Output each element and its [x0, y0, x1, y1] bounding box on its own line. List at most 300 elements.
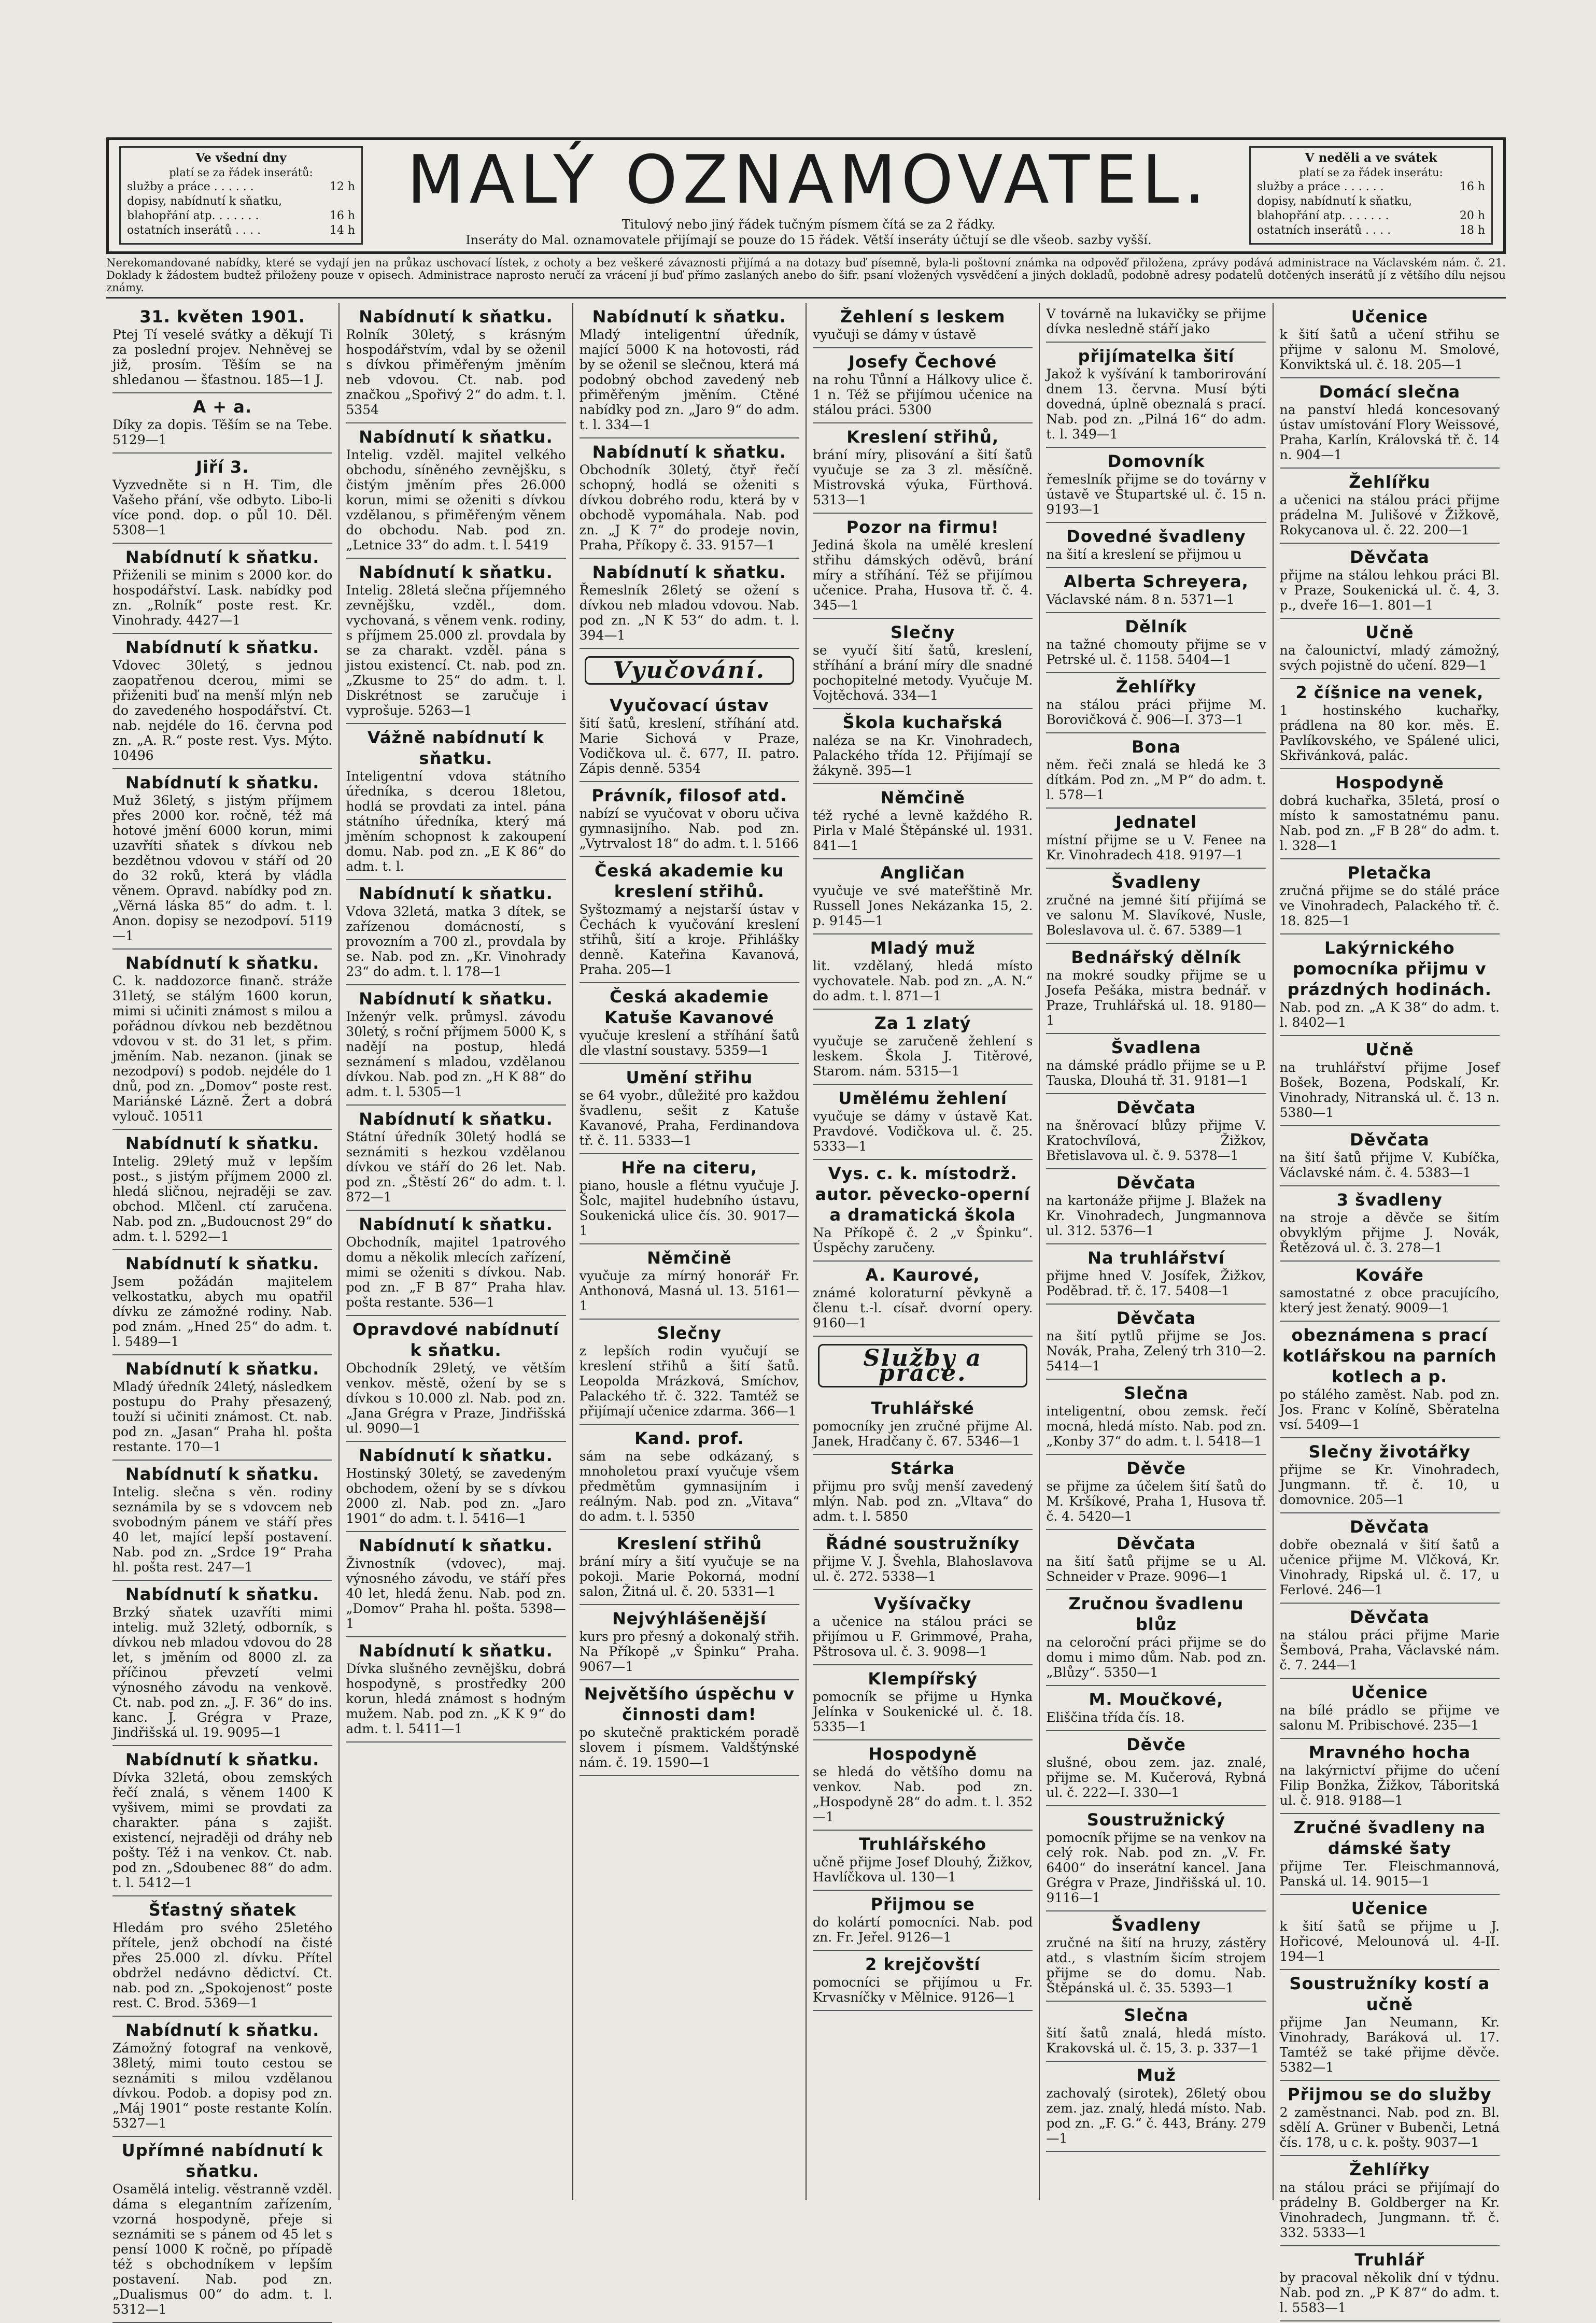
classified-ad — [1046, 1034, 1266, 1094]
ad-body: k šití šatů a učení střihu se přijme v salonu M. Smolové, Konviktská ul. č. 18. 205—1 — [1279, 327, 1500, 372]
classified-ad — [1046, 568, 1266, 613]
classified-ad — [1046, 2062, 1266, 2152]
ad-body: na šití a kreslení se přijmou u — [1046, 547, 1241, 562]
ad-heading: Umělému žehlení — [838, 1088, 1007, 1108]
ad-body: V továrně na lukavičky se přijme dívka nesledně stáří jako — [1046, 306, 1266, 336]
ad-heading: Nabídnutí k sňatku. — [359, 1641, 553, 1661]
ad-body: Obchodník, majitel 1patrového domu a několik mlecích zařízení, mimi se oženiti s dívkou. Nab. pod zn. „F B 87“ Praha hlav. pošta restante. 536—1 — [346, 1235, 566, 1310]
rate-label: ostatních inserátů . . . . — [1257, 224, 1391, 237]
ad-heading: Nabídnutí k sňatku. — [359, 562, 553, 582]
classified-ad — [112, 769, 332, 950]
ad-body: též ryché a levně každého R. Pirla v Malé Štěpánské ul. 1931. 841—1 — [812, 808, 1033, 853]
ad-heading: Nabídnutí k sňatku. — [359, 1446, 553, 1465]
classified-ad — [1046, 448, 1266, 523]
ad-heading: Angličan — [880, 863, 966, 883]
ad-body: Brzký sňatek uzavříti mimi intelig. muž 32letý, odborník, s dívkou neb mladou vdovou do 28 let, s jměním od 8000 zl. za příčinou převzetí velmi výnosného závodu na venkově. Ct. nab. pod zn. „J. F. 36“ do ins. kanc. J. Grégra v Praze, Jindřišská ul. 19. 9095—1 — [112, 1605, 333, 1740]
masthead-subtitle-2: Inseráty do Mal. oznamovatele přijímají se pouze do 15 řádek. Větší inseráty účtují se dle všeob. sazby vyšší. — [465, 233, 1152, 247]
classified-ad — [1046, 1169, 1266, 1244]
ad-heading: Žehlířky — [1349, 2160, 1430, 2179]
ad-body: Zámožný fotograf na venkově, 38letý, mimi touto cestou se seznámiti s milou vzdělanou dívkou. Podob. a dopisy pod zn. „Máj 1901“ poste restante Kolín. 5327—1 — [112, 2041, 333, 2131]
classified-ad — [1046, 2002, 1266, 2062]
ad-heading: Nabídnutí k sňatku. — [125, 773, 320, 792]
classified-ad — [580, 1244, 799, 1320]
ad-heading: Soustružníky kostí a učně — [1289, 1974, 1490, 2014]
ad-heading: Němčině — [647, 1248, 732, 1268]
classified-ad — [580, 782, 799, 857]
classified-ad — [813, 1740, 1033, 1831]
ad-heading: Nabídnutí k sňatku. — [125, 953, 320, 973]
classified-ad — [112, 1746, 332, 1896]
classified-ad — [112, 2137, 332, 2323]
ad-heading: Mravného hocha — [1308, 1743, 1471, 1762]
rates-weekday-subtitle: platí se za řádek inserátů: — [169, 166, 313, 179]
ad-body: řemeslník přijme se do továrny v ústavě ve Štupartské ul. č. 15 n. 9193—1 — [1046, 472, 1266, 517]
classified-ad — [346, 880, 566, 985]
ad-heading: 2 číšnice na venek, — [1295, 683, 1484, 702]
classified-ad — [112, 1896, 332, 2017]
rate-row — [1257, 209, 1485, 223]
classified-ad — [346, 1316, 566, 1442]
classified-ad — [1280, 469, 1500, 544]
ad-body: Vyzvedněte si n H. Tim, dle Vašeho přání, vše odbyto. Libo-li více pond. dop. o půl 10. Děl. 5308—1 — [112, 477, 333, 537]
classified-ad — [1046, 1380, 1266, 1455]
ad-heading: Němčině — [880, 788, 965, 808]
rate-price: 20 h — [1459, 209, 1485, 222]
ad-body: Hostinský 30letý, se zavedeným obchodem, ožení by se s dívkou 2000 zl. Nab. pod zn. „Jaro 1901“ do adm. t. l. 5416—1 — [346, 1466, 566, 1526]
ad-body: dobrá kuchařka, 35letá, prosí o místo k samostatnému panu. Nab. pod zn. „F B 28“ do adm. t. l. 328—1 — [1279, 793, 1500, 853]
ad-body: známé koloraturní pěvkyně a členu t.-l. císař. dvorní opery. 9160—1 — [812, 1285, 1033, 1330]
classified-ad — [112, 1461, 332, 1581]
classified-ad — [1280, 769, 1500, 859]
rate-row — [127, 180, 355, 194]
classified-ad — [1280, 934, 1500, 1036]
ad-body: Dívka slušného zevnějšku, dobrá hospodyně, s prostředky 200 korun, hledá známost s hodným mužem. Nab. pod zn. „K K 9“ do adm. t. l. 5411—1 — [346, 1661, 566, 1736]
classified-ad — [346, 303, 566, 423]
classified-column-1 — [106, 303, 340, 2317]
ad-body: vyučuje kreslení a stříhání šatů dle vlastní soustavy. 5359—1 — [579, 1028, 799, 1058]
classified-ad — [346, 1106, 566, 1211]
rate-price: 12 h — [329, 180, 355, 193]
ad-body: Mladý inteligentní úředník, mající 5000 K na hotovosti, rád by se oženil se slečnou, která má podobný obchod zavedený neb přiměřeným jměním. Ctěné nabídky pod zn. „Jaro 9“ do adm. t. l. 334—1 — [579, 327, 799, 432]
classified-ad — [580, 692, 799, 782]
classified-ad — [112, 1581, 332, 1746]
masthead-title: MALÝ OZNAMOVATEL. — [407, 141, 1210, 219]
ad-heading: Nejvýhlášenější — [612, 1609, 767, 1628]
ad-heading: Dělník — [1125, 617, 1188, 636]
ad-body: Přiženili se minim s 2000 kor. do hospodářství. Lask. nabídky pod zn. „Rolník“ poste rest. Kr. Vinohrady. 4427—1 — [112, 568, 333, 628]
rates-sunday-subtitle: platí se za řádek inserátu: — [1299, 166, 1443, 179]
ad-heading: Dovedné švadleny — [1066, 527, 1246, 546]
ad-body: Živnostník (vdovec), maj. výnosného závodu, ve stáří přes 40 let, hledá ženu. Nab. pod zn. „Domov“ Praha hl. pošta. 5398—1 — [346, 1556, 566, 1631]
rate-label: dopisy, nabídnutí k sňatku, — [1257, 195, 1413, 208]
ad-body: piano, housle a flétnu vyučuje J. Šolc, majitel hudebního ústavu, Soukenická ulice čís. 30. 9017—1 — [579, 1178, 799, 1238]
classified-ad — [1280, 1679, 1500, 1739]
ad-body: Jediná škola na umělé kreslení střihu dámských oděvů, brání míry a stříhání. Též se přijímou učenice. Praha, Husova tř. č. 4. 345—1 — [812, 537, 1033, 613]
ad-body: na tažné chomouty přijme se v Petrské ul. č. 1158. 5404—1 — [1046, 637, 1266, 667]
classified-ad — [1280, 1126, 1500, 1186]
ad-body: na stálou práci přijme Marie Šembová, Praha, Václavské nám. č. 7. 244—1 — [1279, 1627, 1500, 1673]
ad-body: na kartonáže přijme J. Blažek na Kr. Vinohradech, Jungmannova ul. 312. 5376—1 — [1046, 1193, 1266, 1238]
ad-body: zručná přijme se do stálé práce ve Vinohradech, Palackého tř. č. 18. 825—1 — [1279, 883, 1500, 928]
ad-body: se vyučí šití šatů, kreslení, stříhání a brání míry dle snadné pochopitelné metody. Vyučuje M. Vojtěchová. 334—1 — [812, 643, 1033, 703]
ad-heading: Nabídnutí k sňatku. — [359, 1536, 553, 1555]
ad-heading: Bednářský dělník — [1071, 947, 1241, 967]
classified-ad — [1046, 1094, 1266, 1169]
ad-body: místní přijme se u V. Fenee na Kr. Vinohradech 418. 9197—1 — [1046, 832, 1266, 862]
classified-ad — [580, 559, 799, 649]
ad-heading: Truhlářského — [859, 1834, 987, 1854]
classified-ad — [112, 1355, 332, 1461]
ad-body: učně přijme Josef Dlouhý, Žižkov, Havlíčkova ul. 130—1 — [812, 1854, 1033, 1885]
ad-body: na šití pytlů přijme se Jos. Novák, Praha, Zelený trh 310—2. 5414—1 — [1046, 1328, 1266, 1373]
ad-heading: Nabídnutí k sňatku. — [592, 307, 787, 327]
ad-heading: Právník, filosof atd. — [591, 786, 787, 805]
ad-body: vyučuji se dámy v ústavě — [812, 327, 977, 342]
ad-heading: přijímatelka šití — [1078, 346, 1235, 366]
ad-heading: Přijmou se — [870, 1894, 975, 1914]
ad-heading: Za 1 zlatý — [874, 1013, 971, 1033]
section-heading-sluzby: Služby a práce. — [818, 1344, 1027, 1387]
ad-body: vyučuje se dámy v ústavě Kat. Pravdové. Vodičkova ul. č. 25. 5333—1 — [812, 1109, 1033, 1154]
ad-body: zachovalý (sirotek), 26letý obou zem. jaz. znalý, hledá místo. Nab. pod zn. „F. G.“ č. 443, Brány. 279—1 — [1046, 2086, 1266, 2146]
classified-ad — [813, 1665, 1033, 1740]
ad-body: inteligentní, obou zemsk. řečí mocná, hledá místo. Nab. pod zn. „Konby 37“ do adm. t. l. 5418—1 — [1046, 1404, 1266, 1449]
ad-body: lit. vzdělaný, hledá místo vychovatele. Nab. pod zn. „A. N.“ do adm. t. l. 871—1 — [812, 958, 1033, 1003]
ad-heading: Učenice — [1351, 1899, 1428, 1918]
rate-label: služby a práce . . . . . . — [127, 180, 254, 193]
ad-heading: Nabídnutí k sňatku. — [125, 2020, 320, 2040]
classified-ad — [813, 514, 1033, 619]
ad-body: na čalounictví, mladý zámožný, svých pojistně do učení. 829—1 — [1279, 643, 1500, 673]
classified-ad — [1280, 1604, 1500, 1679]
ad-heading: Děvčata — [1116, 1308, 1196, 1328]
ad-heading: Vážně nabídnutí k sňatku. — [367, 728, 545, 768]
ad-heading: Soustružnický — [1086, 1810, 1226, 1830]
administration-notice: Nerekomandované nabídky, které se vydají jen na průkaz uschovací lístek, z ochoty a bez veškeré závaznosti přijímá a na dotazy buď písemně, byla-li poštovní známka na odpověď přiložena, zprávy podává administrace na Václavském nám. č. 21. Doklady k žádostem budtež přiloženy pouze v opisech. Administrace naprosto neručí za vrácení jí buď přímo zaslaných anebo do šifr. psaní vložených vysvědčení a jiných dokladů, podobně adresy podatelů dotčených inserátů jí z většího dílu nejsou známy. — [106, 257, 1506, 299]
ad-body: přijme Ter. Fleischmannová, Panská ul. 14. 9015—1 — [1279, 1859, 1500, 1889]
ad-body: na celoroční práci přijme se do domu i mimo dům. Nab. pod zn. „Blůzy“. 5350—1 — [1046, 1635, 1266, 1680]
ad-body: něm. řeči znalá se hledá ke 3 dítkám. Pod zn. „M P“ do adm. t. l. 578—1 — [1046, 757, 1266, 802]
ad-body: C. k. naddozorce finanč. stráže 31letý, se stálým 1600 korun, mimi si učiniti známost s milou a pořádnou dívkou neb bezdětnou vdovou v st. do 31 let, s přim. jměním. Nab. nezanon. (jinak se nezodpoví) s podob. nejdéle do 1 dnů, pod zn. „Domov“ poste rest. Mariánské Lázně. Žert a dobrá vylouč. 10511 — [112, 973, 333, 1124]
ad-body: sám na sebe odkázaný, s mnoholetou praxí vyučuje všem předmětům gymnasijním i reálným. Nab. pod zn. „Vitava“ do adm. t. l. 5350 — [579, 1449, 799, 1524]
ad-body: přijme Jan Neumann, Kr. Vinohrady, Baráková ul. 17. Tamtéž se také přijme děvče. 5382—1 — [1279, 2015, 1500, 2075]
classified-ad — [1280, 859, 1500, 934]
ad-body: se hledá do většího domu na venkov. Nab. pod zn. „Hospodyně 28“ do adm. t. l. 352—1 — [812, 1764, 1033, 1824]
classified-ad — [346, 1637, 566, 1743]
ad-body: na dámské prádlo přijme se u P. Tauska, Dlouhá tř. 31. 9181—1 — [1046, 1058, 1266, 1088]
classified-ad — [813, 423, 1033, 514]
ad-body: Řemeslník 26letý se ožení s dívkou neb mladou vdovou. Nab. pod zn. „N K 53“ do adm. t. l. 394—1 — [579, 583, 799, 643]
rate-label: služby a práce . . . . . . — [1257, 180, 1384, 193]
ad-heading: Muž — [1136, 2065, 1176, 2085]
ad-body: nabízí se vyučovat v oboru učiva gymnasijního. Nab. pod zn. „Vytrvalost 18“ do adm. t. l. 5166 — [579, 806, 799, 851]
classified-ad — [1046, 733, 1266, 809]
ad-heading: Švadleny — [1111, 872, 1201, 892]
classified-ad — [346, 1211, 566, 1316]
ad-body: Jsem požádán majitelem velkostatku, abych mu opatřil dívku ze zámožné rodiny. Nab. pod znám. „Hned 25“ do adm. t. l. 5489—1 — [112, 1274, 333, 1349]
ad-heading: Učenice — [1351, 1682, 1428, 1702]
ad-heading: Šťastný sňatek — [148, 1900, 296, 1920]
rate-label: dopisy, nabídnutí k sňatku, — [127, 195, 283, 208]
classified-ad — [346, 724, 566, 880]
masthead-subtitle-1: Titulový nebo jiný řádek tučným písmem čítá se za 2 řádky. — [622, 217, 996, 232]
classified-ad — [1280, 1036, 1500, 1126]
ad-heading: Nabídnutí k sňatku. — [125, 547, 320, 567]
classified-ad — [1280, 1322, 1500, 1438]
rate-row — [1257, 180, 1485, 194]
ad-body: přijme se Kr. Vinohradech, Jungmann. tř. č. 10, u domovnice. 205—1 — [1279, 1462, 1500, 1507]
classified-ad — [813, 1262, 1033, 1337]
classified-ad — [813, 303, 1033, 348]
classified-ad — [580, 1425, 799, 1530]
ad-heading: Děvčata — [1350, 1130, 1430, 1150]
ad-heading: Nabídnutí k sňatku. — [359, 1214, 553, 1234]
classified-ad — [1280, 2156, 1500, 2246]
ad-heading: Nabídnutí k sňatku. — [125, 1750, 320, 1769]
ad-body: 1 hostinského kuchařky, prádlena na 80 kor. měs. E. Pavlíkovského, ve Spálené ulici, Skřivánková, palác. — [1279, 703, 1500, 763]
classified-ad — [1046, 1731, 1266, 1806]
ad-body: přijme hned V. Josífek, Žižkov, Poděbrad. tř. č. 17. 5408—1 — [1046, 1268, 1266, 1298]
ad-body: pomocníky jen zručné přijme Al. Janek, Hradčany č. 67. 5346—1 — [812, 1419, 1033, 1449]
ad-heading: Kreslení střihů — [616, 1534, 762, 1553]
ad-body: Rolník 30letý, s krásným hospodářstvím, vdal by se oženil s dívkou přiměřeným jměním neb vdovou. Ct. nab. pod značkou „Spořivý 2“ do adm. t. l. 5354 — [346, 327, 566, 417]
classified-ad — [813, 1590, 1033, 1665]
ad-heading: Nabídnutí k sňatku. — [125, 1584, 320, 1604]
classified-ad — [813, 1085, 1033, 1160]
classified-ad — [1046, 303, 1266, 343]
ad-heading: Nabídnutí k sňatku. — [359, 884, 553, 903]
classified-ad — [580, 438, 799, 559]
rates-weekday-rows — [127, 180, 355, 238]
ad-body: Vdova 32letá, matka 3 dítek, se zařízenou domácností, s provozním a 700 zl., provdala by se. Nab. pod zn. „Kr. Vinohrady 23“ do adm. t. l. 178—1 — [346, 904, 566, 979]
classified-ad — [1046, 1244, 1266, 1305]
ad-body: na lakýrnictví přijme do učení Filip Bonžka, Žižkov, Táboritská ul. č. 918. 9188—1 — [1279, 1763, 1500, 1808]
classified-ad — [1046, 1455, 1266, 1530]
ad-heading: Stárka — [890, 1458, 955, 1478]
ad-heading: Pozor na firmu! — [846, 517, 999, 537]
ad-body: na panství hledá koncesovaný ústav umístování Flory Weissové, Praha, Karlín, Královská tř. č. 14 n. 904—1 — [1279, 402, 1500, 462]
ad-heading: Hospodyně — [1335, 773, 1444, 792]
classified-ad — [813, 1010, 1033, 1085]
classified-ad — [813, 859, 1033, 934]
classified-ad — [1046, 1806, 1266, 1911]
classified-ad — [813, 1530, 1033, 1590]
classified-ad — [112, 634, 332, 769]
ad-heading: Děvče — [1126, 1735, 1186, 1754]
ad-body: pomocníci se přijímou u Fr. Krvasníčky v Mělnice. 9126—1 — [812, 1975, 1033, 2005]
ad-body: přijme na stálou lehkou práci Bl. v Praze, Soukenická ul. č. 4, 3. p., dveře 16—1. 801—1 — [1279, 568, 1500, 613]
ad-body: Syštozmamý a nejstarší ústav v Čechách k vyučování kreslení střihů, šití a kroje. Přihlášky denně. Kateřina Kavanová, Praha. 205—1 — [579, 902, 799, 977]
ad-body: Intelig. 29letý muž v lepším post., s jistým příjmem 2000 zl. hledá sličnou, nejraději se zav. obchod. Mlčenl. ctí zaručena. Nab. pod zn. „Budoucnost 29“ do adm. t. l. 5292—1 — [112, 1154, 333, 1244]
ad-body: přijmu pro svůj menší zavedený mlýn. Nab. pod zn. „Vltava“ do adm. t. l. 5850 — [812, 1479, 1033, 1524]
classified-ad — [1280, 679, 1500, 769]
classified-ad — [1280, 2246, 1500, 2321]
ad-heading: Nabídnutí k sňatku. — [359, 307, 553, 327]
classified-ad — [1046, 1911, 1266, 2002]
ad-body: Vdovec 30letý, s jednou zaopatřenou dcerou, mimi se přiženiti buď na menší mlýn neb do zavedeného hospodářství. Ct. nab. nejdéle do 16. června pod zn. „A. R.“ poste rest. Vys. Mýto. 10496 — [112, 658, 333, 763]
classified-ad — [1046, 343, 1266, 448]
classified-ad — [580, 1530, 799, 1605]
ad-body: Obchodník 29letý, ve větším venkov. městě, ožení by se s dívkou s 10.000 zl. Nab. pod zn. „Jana Grégra v Praze, Jindřišská ul. 9090—1 — [346, 1361, 566, 1436]
classified-ad — [1046, 523, 1266, 568]
newspaper-page — [106, 137, 1506, 2317]
classified-ad — [112, 393, 332, 454]
classified-ad — [1046, 1686, 1266, 1731]
ad-heading: Nabídnutí k sňatku. — [359, 427, 553, 447]
ad-heading: A. Kaurové, — [865, 1265, 980, 1285]
classified-ad — [813, 934, 1033, 1010]
ad-body: na rohu Tůnní a Hálkovy ulice č. 1 n. Též se přijímou učenice na stálou práci. 5300 — [812, 372, 1033, 417]
ad-heading: Česká akademie Katuše Kavanové — [604, 987, 774, 1027]
classified-ad — [112, 2017, 332, 2137]
ad-heading: Klempířský — [868, 1669, 978, 1689]
ad-heading: 3 švadleny — [1336, 1190, 1443, 1210]
ad-body: Státní úředník 30letý hodlá se seznámiti s hezkou vzdělanou dívkou ve stáří do 26 let. Nab. pod zn. „Štěstí 26“ do adm. t. l. 872—1 — [346, 1129, 566, 1205]
ad-heading: Truhlářské — [871, 1398, 974, 1418]
ad-heading: Truhlář — [1354, 2250, 1425, 2270]
ad-body: Hledám pro svého 25letého přítele, jenž obchodí na čisté přes 25.000 zl. dívku. Přítel obdržel nedávno dědictví. Ct. nab. pod zn. „Spokojenost“ poste rest. C. Brod. 5369—1 — [112, 1920, 333, 2010]
ad-heading: Kováře — [1355, 1265, 1424, 1285]
classified-ad — [813, 1891, 1033, 1951]
ad-heading: Domácí slečna — [1319, 382, 1461, 402]
ad-heading: Opravdové nabídnutí k sňatku. — [352, 1320, 559, 1360]
ad-heading: Řádné soustružníky — [826, 1534, 1020, 1553]
ad-heading: Slečny — [890, 622, 955, 642]
rate-row — [127, 194, 355, 209]
classified-ad — [580, 857, 799, 983]
ad-body: na truhlářství přijme Josef Bošek, Bozena, Podskalí, Kr. Vinohrady, Nitranská ul. č. 13 n. 5380—1 — [1279, 1060, 1500, 1120]
classified-ad — [813, 619, 1033, 709]
classified-ad — [112, 1250, 332, 1355]
ad-body: na stroje a děvče se šitím obvyklým přijme J. Novák, Řetězová ul. č. 3. 278—1 — [1279, 1210, 1500, 1255]
ad-body: vyučuje se zaručeně žehlení s leskem. Škola J. Titěrové, Starom. nám. 5315—1 — [812, 1033, 1033, 1079]
ad-body: samostatné z obce pracujícího, který jest ženatý. 9009—1 — [1279, 1285, 1500, 1315]
classified-ad — [1280, 1186, 1500, 1262]
classified-column-3 — [573, 303, 807, 2200]
ad-body: Dívka 32letá, obou zemských řečí znalá, s věnem 1400 K vyšivem, mimi se provdati za charakter. pána s zajišt. existencí, nejraději od dráhy neb pošty. Též i na venkov. Ct. nab. pod zn. „Sdoubenec 88“ do adm. t. l. 5412—1 — [112, 1770, 333, 1890]
ad-heading: Žehlířku — [1349, 472, 1431, 492]
ad-heading: Upřímné nabídnutí k sňatku. — [121, 2141, 323, 2181]
masthead-header — [106, 137, 1506, 254]
classified-ad — [580, 1320, 799, 1425]
classified-ad — [1046, 809, 1266, 869]
ad-heading: Největšího úspěchu v činnosti dam! — [584, 1684, 795, 1724]
ad-body: vyučuje ve své mateřštině Mr. Russell Jones Nekázanka 15, 2. p. 9145—1 — [812, 883, 1033, 928]
ad-body: Ptej Tí veselé svátky a děkují Ti za poslední projev. Nehněvej se již, prosím. Těším se na shledanou — šťastnou. 185—1 J. — [112, 327, 333, 387]
classified-ad — [346, 985, 566, 1106]
ad-heading: Nabídnutí k sňatku. — [125, 1359, 320, 1379]
classified-ad — [580, 303, 799, 438]
classified-column-2 — [340, 303, 573, 2200]
rates-sunday-box — [1249, 146, 1493, 245]
ad-body: a učenice na stálou práci se přijímou u F. Grimmové, Praha, Pštrosova ul. č. 3. 9098—1 — [812, 1614, 1033, 1659]
ad-heading: Jednatel — [1115, 812, 1197, 832]
classified-ad — [1046, 1590, 1266, 1686]
classified-ad — [1046, 869, 1266, 944]
ad-body: šití šatů znalá, hledá místo. Krakovská ul. č. 15, 3. p. 337—1 — [1046, 2025, 1266, 2056]
classified-ad — [813, 1395, 1033, 1455]
classified-ad — [813, 1951, 1033, 2011]
classified-ad — [1280, 1814, 1500, 1895]
rates-sunday-title: V neděli a ve svátek — [1305, 151, 1437, 165]
ad-heading: Učenice — [1351, 307, 1428, 327]
rate-label: blahopřání atp. . . . . . . — [127, 209, 259, 222]
ad-body: Jakož k vyšívání k tamborirování dnem 13. června. Musí býti dovedná, úplně obeznalá s prací. Nab. pod zn. „Pilná 16“ do adm. t. l. 349—1 — [1046, 366, 1266, 442]
classified-ad — [580, 1154, 799, 1244]
ad-body: na šití šatů přijme se u Al. Schneider v Praze. 9096—1 — [1046, 1554, 1266, 1584]
ad-heading: Vyšívačky — [874, 1594, 972, 1613]
ad-body: Obchodník 30letý, čtyř řečí schopný, hodlá se oženiti s dívkou dobrého rodu, která by v obchodě vypomáhala. Nab. pod zn. „J K 7“ do prodeje novin, Praha, Příkopy č. 33. 9157—1 — [579, 462, 799, 553]
ad-heading: Nabídnutí k sňatku. — [125, 1464, 320, 1484]
classified-ad — [346, 1532, 566, 1637]
ad-heading: Děvčata — [1116, 1098, 1196, 1117]
rate-label: blahopřání atp. . . . . . . — [1257, 209, 1389, 222]
classified-ad — [112, 1130, 332, 1250]
classified-column-4 — [807, 303, 1040, 2200]
ad-heading: Děvčata — [1350, 1607, 1430, 1627]
ad-heading: Lakýrnického pomocníka přijmu v prázdných hodinách. — [1287, 938, 1492, 999]
classified-ad — [112, 303, 332, 393]
ad-heading: Mladý muž — [870, 938, 976, 958]
ad-body: Na Příkopě č. 2 „v Špinku“. Úspěchy zaručeny. — [812, 1225, 1033, 1255]
classified-ad — [1280, 303, 1500, 378]
ad-heading: Učně — [1365, 622, 1414, 642]
classified-ad — [580, 983, 799, 1064]
ad-heading: 31. květen 1901. — [139, 307, 306, 327]
classified-ad — [112, 950, 332, 1130]
ad-body: kurs pro přesný a dokonalý střih. Na Příkopě „v Špinku“ Praha. 9067—1 — [579, 1629, 799, 1674]
ad-body: zručné na jemné šití přijímá se ve salonu M. Slavíkové, Nusle, Boleslavova ul. č. 67. 5389—1 — [1046, 893, 1266, 938]
ad-heading: Žehlení s leskem — [840, 307, 1006, 327]
ad-heading: Bona — [1132, 737, 1181, 757]
ad-heading: Škola kuchařská — [842, 713, 1003, 732]
rate-row — [127, 209, 355, 223]
ad-body: pomocník přijme se na venkov na celý rok. Nab. pod zn. „V. Fr. 6400“ do inserátní kancel. Jana Grégra v Praze, Jindřišská ul. 10. 9116—1 — [1046, 1830, 1266, 1905]
classified-ad — [1046, 944, 1266, 1034]
ad-body: Intelig. slečna s věn. rodiny seznámila by se s vdovcem neb svobodným pánem ve stáří přes 40 let, mající lepší postavení. Nab. pod zn. „Srdce 19“ Praha hl. pošta rest. 247—1 — [112, 1484, 333, 1575]
classified-ad — [1046, 613, 1266, 673]
ad-body: slušné, obou zem. jaz. znalé, přijme se. M. Kučerová, Rybná ul. č. 222—I. 330—1 — [1046, 1755, 1266, 1800]
ad-heading: Kreslení střihů, — [846, 427, 999, 447]
classified-ad — [813, 348, 1033, 423]
ad-body: Nab. pod zn. „A K 38“ do adm. t. l. 8402—1 — [1279, 1000, 1500, 1030]
ad-heading: Slečny — [657, 1323, 722, 1343]
classified-ad — [1280, 1970, 1500, 2081]
classified-ad — [580, 1605, 799, 1680]
classified-ad — [580, 1680, 799, 1776]
classified-column-6 — [1274, 303, 1506, 2315]
classified-ad — [1280, 1739, 1500, 1814]
classified-ad — [1280, 1895, 1500, 1970]
ad-heading: Nabídnutí k sňatku. — [125, 1254, 320, 1273]
ad-heading: Alberta Schreyera, — [1064, 572, 1249, 591]
ad-heading: Zručné švadleny na dámské šaty — [1293, 1818, 1486, 1858]
ad-body: a učenici na stálou práci přijme prádelna M. Julišové v Žižkově, Rokycanova ul. č. 22. 200—1 — [1279, 492, 1500, 537]
ad-heading: Česká akademie ku kreslení střihů. — [595, 861, 784, 901]
classified-ad — [1046, 1305, 1266, 1380]
ad-heading: Slečny životářky — [1308, 1442, 1471, 1462]
ad-body: naléza se na Kr. Vinohradech, Palackého třída 12. Přijímají se žákyně. 395—1 — [812, 733, 1033, 778]
classified-ad — [112, 454, 332, 544]
ad-heading: A + a. — [193, 397, 252, 417]
ad-body: do kolártí pomocníci. Nab. pod zn. Fr. Jeřel. 9126—1 — [812, 1915, 1033, 1945]
classified-ad — [813, 1831, 1033, 1891]
ad-heading: 2 krejčovští — [865, 1954, 981, 1974]
ad-body: přijme V. J. Švehla, Blahoslavova ul. č. 272. 5338—1 — [812, 1554, 1033, 1584]
ad-heading: M. Moučkové, — [1089, 1690, 1224, 1709]
ad-body: na šněrovací blůzy přijme V. Kratochvílová, Žižkov, Břetislavova ul. č. 9. 5378—1 — [1046, 1118, 1266, 1163]
ad-body: Václavské nám. 8 n. 5371—1 — [1046, 592, 1235, 607]
